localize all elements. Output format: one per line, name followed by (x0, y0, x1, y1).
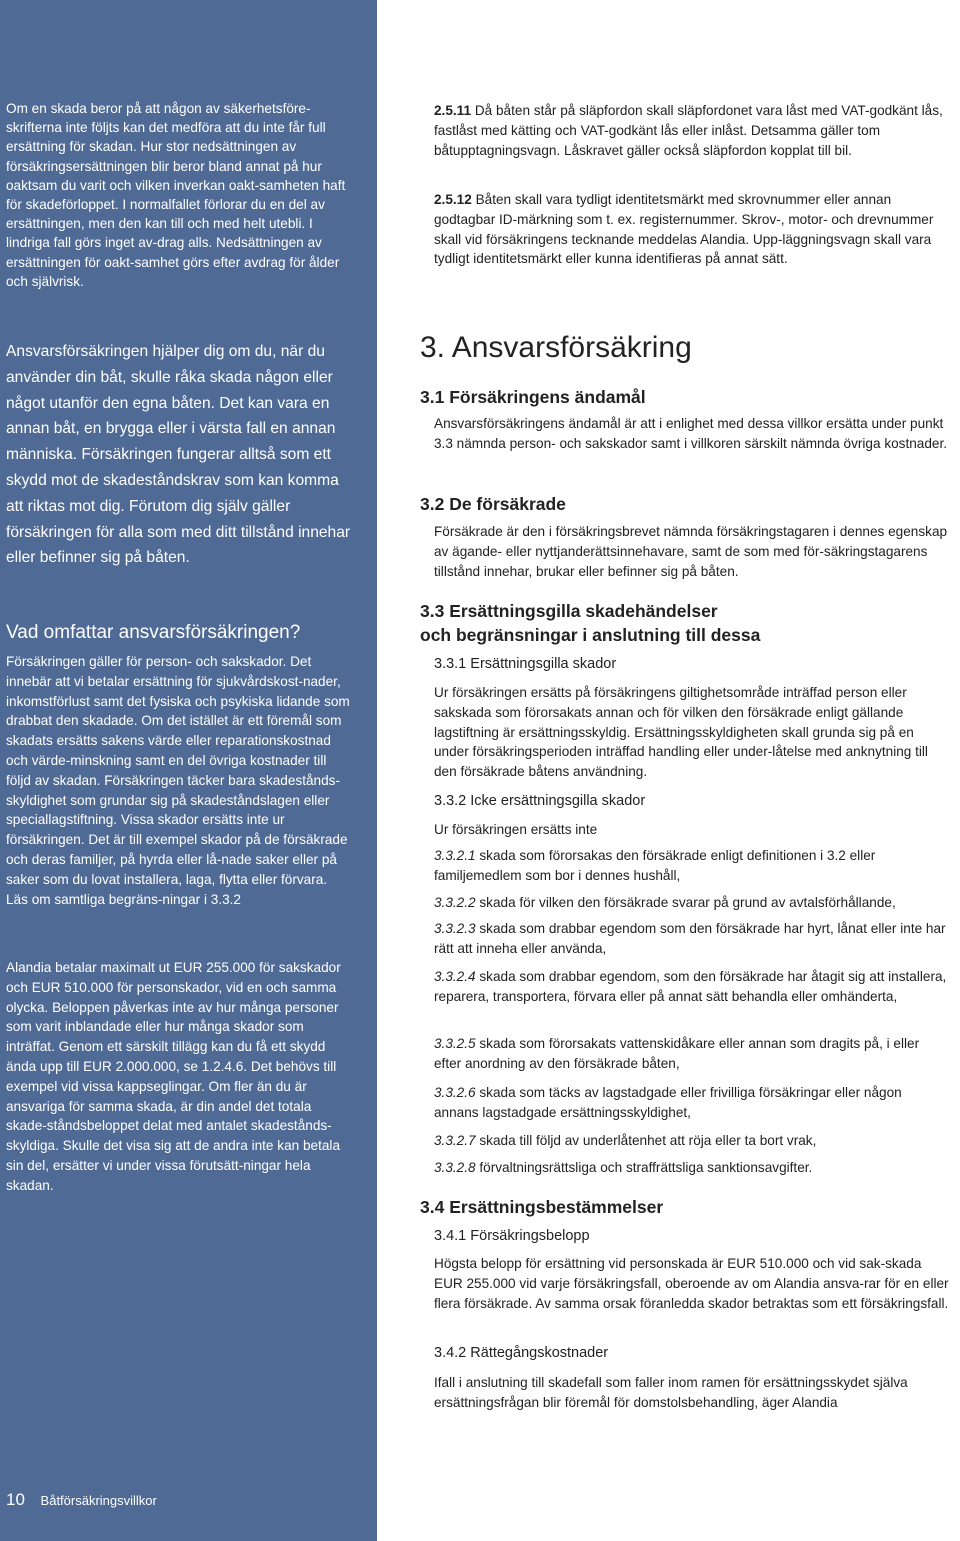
liability-intro-paragraph: Ansvarsförsäkringen hjälper dig om du, när du använder din båt, skulle råka skada någon eller något utanför den egna båten. Det kan vara en annan båt, en brygga eller i värsta fall en annan människa. Försäkringen fungerar alltså som ett skydd mot de skadeståndskrav som kan komma att riktas mot dig. Förutom dig själv gäller försäkringen för alla som med ditt tillstånd innehar eller befinner sig på båten. (6, 343, 351, 567)
subsection-3-3-2-intro: Ur försäkringen ersätts inte (434, 822, 598, 837)
item-text: skada som förorsakas den försäkrade enligt definitionen i 3.2 eller familjemedlem som bor i dennes hushåll, (434, 848, 876, 883)
chapter-title: 3. Ansvarsförsäkring (420, 331, 692, 364)
item-number: 3.3.2.5 (434, 1036, 476, 1051)
item-number: 3.3.2.1 (434, 848, 476, 863)
section-3-1-heading-container (420, 385, 950, 409)
list-item (434, 893, 950, 913)
subsection-3-4-1-heading: 3.4.1 Försäkringsbelopp (434, 1228, 590, 1244)
subsection-3-4-2-heading: 3.4.2 Rättegångskostnader (434, 1345, 609, 1361)
section-3-1-heading: 3.1 Försäkringens ändamål (420, 387, 646, 407)
section-text: Båten skall vara tydligt identitetsmärkt med skrovnummer eller annan godtagbar ID-märkning som t. ex. registernummer. Skrov-, motor- och drevnummer skall vid försäkringens tecknande meddelas Alandia. Upp-läggningsvagn skall vara tydligt identitetsmärkt eller kunna identifieras på annat sätt. (434, 192, 934, 267)
list-item (434, 967, 950, 1007)
section-3-2-heading-container (420, 492, 950, 516)
sidebar-panel (0, 0, 377, 1541)
list-item (434, 846, 950, 886)
item-number: 3.3.2.7 (434, 1133, 476, 1148)
item-number: 3.3.2.3 (434, 921, 476, 936)
item-number: 3.3.2.2 (434, 895, 476, 910)
page-footer (6, 1490, 157, 1510)
section-3-2-heading: 3.2 De försäkrade (420, 494, 566, 514)
item-number: 3.3.2.4 (434, 969, 476, 984)
subsection-3-3-1-heading: 3.3.1 Ersättningsgilla skador (434, 656, 617, 672)
safety-note-paragraph: Om en skada beror på att någon av säkerhetsföre-skrifterna inte följts kan det medföra att du inte får full ersättning för skadan. Hur stor nedsättningen av försäkringsersättningen blir beror bland annat på hur oaktsam du varit och vilken inverkan oakt-samheten haft för skadeförloppet. I normalfallet förlorar du en del av ersättningen, men den kan till och med helt utebli. I lindriga fall görs inget av-drag alls. Nedsättningen av ersättningen för oakt-samhet görs efter avdrag för ålder och självrisk. (6, 101, 346, 289)
section-text: Då båten står på släpfordon skall släpfordonet vara låst med VAT-godkänt lås, fastlåst med kätting och VAT-godkänt lås eller inlåst. Detsamma gäller tom båtupptagningsvagn. Låskravet gäller också släpfordon kopplat till bil. (434, 103, 943, 158)
document-title: Båtförsäkringsvillkor (40, 1493, 157, 1508)
item-number: 3.3.2.6 (434, 1085, 476, 1100)
item-text: skada för vilken den försäkrade svarar på grund av avtalsförhållande, (479, 895, 896, 910)
max-payout-paragraph: Alandia betalar maximalt ut EUR 255.000 för sakskador och EUR 510.000 för personskador, vid en och samma olycka. Beloppen påverkas inte av hur många personer som varit inblandade eller hur många skador som inträffat. Genom ett särskilt tillägg kan du få ett skydd ända upp till EUR 2.000.000, se 1.2.4.6. Det behövs till exempel vid vissa kappseglingar. Om fler än du är ansvariga för samma skada, är din andel det totala skade-ståndsbeloppet delat med antalet skadestånds-skyldiga. Skulle det visa sig att de andra inte kan betala sin del, ersätter vi under vissa förutsätt-ningar hela skadan. (6, 960, 341, 1193)
item-text: skada som förorsakats vattenskidåkare eller annan som dragits på, i eller efter anordning av den försäkrade båten, (434, 1036, 920, 1071)
list-item (434, 1083, 950, 1123)
item-number: 3.3.2.8 (434, 1160, 476, 1175)
item-text: skada till följd av underlåtenhet att röja eller ta bort vrak, (479, 1133, 817, 1148)
item-text: skada som drabbar egendom som den försäkrade har hyrt, lånat eller inte har rätt att inneha eller använda, (434, 921, 946, 956)
section-number: 2.5.12 (434, 192, 472, 207)
list-item (434, 1034, 950, 1074)
section-number: 2.5.11 (434, 103, 472, 118)
section-3-3-heading-line2: och begränsningar i anslutning till dessa (420, 625, 761, 645)
list-item (434, 919, 950, 959)
subsection-3-4-2-body: Ifall i anslutning till skadefall som faller inom ramen för ersättningsskydet själva ersättningsfrågan blir föremål för domstolsbehandling, äger Alandia (434, 1375, 908, 1410)
section-3-1-body: Ansvarsförsäkringens ändamål är att i enlighet med dessa villkor ersätta under punkt 3.3 nämnda person- och sakskador samt i villkoren särskilt nämnda övriga kostnader. (434, 416, 948, 451)
item-text: skada som täcks av lagstadgade eller frivilliga försäkringar eller någon annans lagstadgade ersättningsskyldighet, (434, 1085, 902, 1120)
item-text: skada som drabbar egendom, som den försäkrade har åtagit sig att installera, reparera, transportera, förvara eller på annat sätt behandla eller omhänderta, (434, 969, 947, 1004)
subsection-3-4-1-body: Högsta belopp för ersättning vid personskada är EUR 510.000 och vid sak-skada EUR 255.000 vid varje försäkringsfall, oberoende av om Alandia ansva-rar för en eller flera försäkrade. Av samma orsak föranledda skador betraktas som ett försäkringsfall. (434, 1256, 949, 1311)
section-3-4-heading: 3.4 Ersättningsbestämmelser (420, 1197, 664, 1217)
sidebar-heading: Vad omfattar ansvarsförsäkringen? (6, 622, 301, 643)
subsection-3-3-2-heading: 3.3.2 Icke ersättningsgilla skador (434, 793, 646, 809)
page-number: 10 (6, 1490, 25, 1509)
section-3-3-heading-line1: 3.3 Ersättningsgilla skadehändelser (420, 601, 718, 621)
section-3-2-body: Försäkrade är den i försäkringsbrevet nämnda försäkringstagaren i dennes egenskap av ägande- eller nyttjanderättsinnehavare, samt de som med för-säkringstagarens tillstånd innehar, brukar eller befinner sig på båten. (434, 524, 948, 579)
section-3-3-heading-container (420, 599, 950, 647)
subsection-3-3-1-body: Ur försäkringen ersätts på försäkringens giltighetsområde inträffad person eller sakskada som förorsakats annan och för vilken den försäkrade enligt gällande lagstiftning är ersättningsskyldig. Ersättningsskyldigheten skall grunda sig på en under försäkringsperioden inträffad handling eller under-låtelse med anknytning till den försäkrade båtens användning. (434, 685, 928, 780)
coverage-paragraph: Försäkringen gäller för person- och sakskador. Det innebär att vi betalar ersättning för sjukvårdskost-nader, inkomstförlust samt det fysiska och psykiska lidande som drabbat den skadade. Om det istället är ett föremål som skadats ersätts sakens värde eller reparationskostnad och värde-minskning samt en del övriga kostnader till följd av skadan. Försäkringen täcker bara skadestånds-skyldighet som grundar sig på skadeståndslagen eller speciallagstiftning. Vissa skador ersätts inte ur försäkringen. Det är till exempel skador på de försäkrade och deras familjer, på hyrda eller lå-nade saker eller på saker som du lovat installera, laga, flytta eller förvara. Läs om samtliga begräns-ningar i 3.3.2 (6, 654, 350, 907)
chapter-title-container (420, 331, 950, 365)
section-3-4-heading-container (420, 1195, 950, 1219)
list-item (434, 1158, 950, 1178)
section-2-5-11 (434, 101, 950, 160)
item-text: förvaltningsrättsliga och straffrättsliga sanktionsavgifter. (479, 1160, 813, 1175)
list-item (434, 1131, 950, 1151)
section-2-5-12 (434, 190, 950, 269)
